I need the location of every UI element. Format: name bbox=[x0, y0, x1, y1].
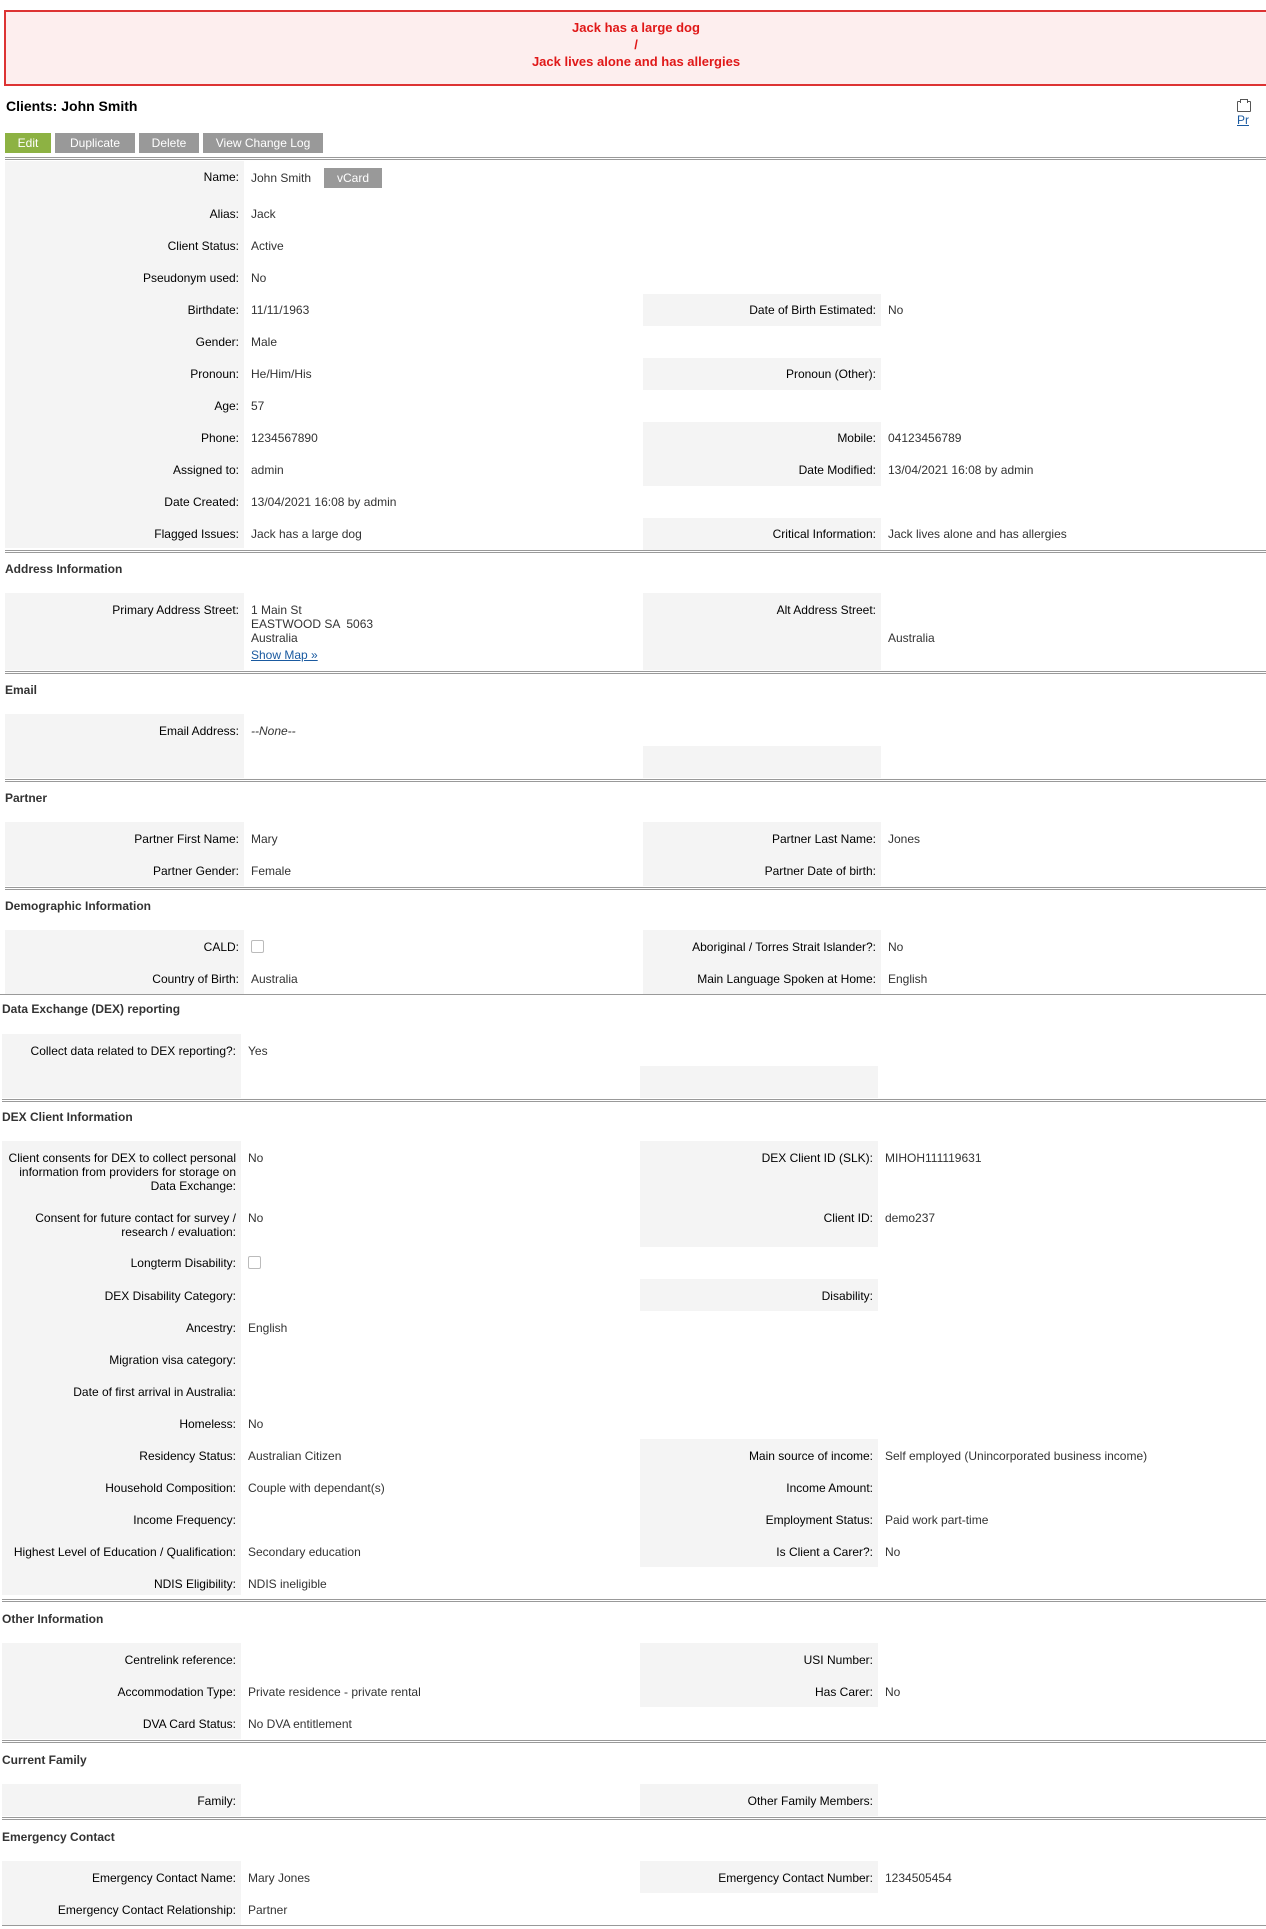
vcard-button[interactable]: vCard bbox=[324, 168, 382, 188]
date-created-label: Date Created: bbox=[164, 495, 239, 509]
section-divider bbox=[5, 671, 1266, 674]
print-link[interactable] bbox=[1237, 99, 1266, 127]
partner-first-name-value: Mary bbox=[251, 832, 278, 846]
pseudonym-value: No bbox=[251, 271, 267, 285]
dob-estimated-value: No bbox=[888, 303, 904, 317]
cald-label: CALD: bbox=[203, 940, 239, 954]
dob-estimated-label: Date of Birth Estimated: bbox=[749, 303, 876, 317]
label-cell-bg bbox=[640, 1066, 878, 1098]
demographic-section-heading: Demographic Information bbox=[5, 899, 152, 913]
printer-icon bbox=[1237, 101, 1251, 112]
birthdate-value: 11/11/1963 bbox=[251, 303, 310, 317]
homeless-value: No bbox=[248, 1417, 264, 1431]
section-divider bbox=[2, 1599, 1266, 1602]
section-divider bbox=[0, 994, 1266, 995]
residency-status-label: Residency Status: bbox=[139, 1449, 236, 1463]
dex-consent-value: No bbox=[248, 1151, 264, 1165]
dex-slk-label: DEX Client ID (SLK): bbox=[761, 1151, 873, 1165]
residency-status-value: Australian Citizen bbox=[248, 1449, 342, 1463]
address-section-heading: Address Information bbox=[5, 562, 123, 576]
alias-value: Jack bbox=[251, 207, 276, 221]
section-divider bbox=[2, 1740, 1266, 1743]
employment-status-value: Paid work part-time bbox=[885, 1513, 989, 1527]
education-value: Secondary education bbox=[248, 1545, 361, 1559]
income-source-value: Self employed (Unincorporated business income) bbox=[885, 1449, 1148, 1463]
emergency-name-value: Mary Jones bbox=[248, 1871, 311, 1885]
alert-separator: / bbox=[634, 37, 638, 52]
pronoun-value: He/Him/His bbox=[251, 367, 312, 381]
alt-address-label: Alt Address Street: bbox=[776, 603, 876, 617]
emergency-relationship-label: Emergency Contact Relationship: bbox=[57, 1903, 236, 1917]
emergency-number-value: 1234505454 bbox=[885, 1871, 952, 1885]
family-label: Family: bbox=[197, 1794, 236, 1808]
client-id-value: demo237 bbox=[885, 1211, 936, 1225]
partner-section-heading: Partner bbox=[5, 791, 48, 805]
education-label: Highest Level of Education / Qualification: bbox=[13, 1545, 236, 1559]
centrelink-label: Centrelink reference: bbox=[124, 1653, 236, 1667]
country-of-birth-value: Australia bbox=[251, 972, 298, 986]
label-cell-bg bbox=[643, 746, 881, 778]
email-address-value: --None-- bbox=[251, 724, 296, 738]
date-modified-label: Date Modified: bbox=[798, 463, 876, 477]
age-label: Age: bbox=[214, 399, 239, 413]
is-carer-value: No bbox=[885, 1545, 901, 1559]
partner-last-name-label: Partner Last Name: bbox=[771, 832, 876, 846]
delete-button[interactable]: Delete bbox=[139, 133, 199, 153]
section-divider bbox=[2, 1925, 1266, 1926]
pseudonym-label: Pseudonym used: bbox=[142, 271, 239, 285]
section-divider bbox=[5, 550, 1266, 553]
pronoun-label: Pronoun: bbox=[190, 367, 239, 381]
household-composition-label: Household Composition: bbox=[105, 1481, 236, 1495]
first-arrival-label: Date of first arrival in Australia: bbox=[73, 1385, 236, 1399]
alert-flagged-text: Jack has a large dog bbox=[572, 20, 700, 35]
alt-address-country: Australia bbox=[888, 631, 935, 645]
flagged-issues-value: Jack has a large dog bbox=[251, 527, 362, 541]
gender-label: Gender: bbox=[195, 335, 239, 349]
partner-first-name-label: Partner First Name: bbox=[134, 832, 239, 846]
section-divider bbox=[5, 887, 1266, 890]
employment-status-label: Employment Status: bbox=[765, 1513, 873, 1527]
date-created-value: 13/04/2021 16:08 by admin bbox=[251, 495, 397, 509]
partner-dob-label: Partner Date of birth: bbox=[764, 864, 876, 878]
print-label[interactable]: Pr bbox=[1237, 113, 1249, 127]
has-carer-label: Has Carer: bbox=[814, 1685, 873, 1699]
gender-value: Male bbox=[251, 335, 278, 349]
dex-collect-label: Collect data related to DEX reporting?: bbox=[30, 1044, 236, 1058]
other-family-label: Other Family Members: bbox=[747, 1794, 873, 1808]
section-divider bbox=[2, 1099, 1266, 1102]
critical-alert-banner bbox=[4, 10, 1266, 86]
show-map-link[interactable]: Show Map » bbox=[251, 648, 318, 662]
dva-card-label: DVA Card Status: bbox=[142, 1717, 236, 1731]
main-language-value: English bbox=[888, 972, 928, 986]
client-status-label: Client Status: bbox=[167, 239, 239, 253]
section-divider bbox=[2, 1817, 1266, 1820]
pronoun-other-label: Pronoun (Other): bbox=[785, 367, 876, 381]
dex-slk-value: MIHOH111119631 bbox=[885, 1151, 982, 1165]
family-section-heading: Current Family bbox=[2, 1753, 87, 1767]
longterm-disability-checkbox[interactable] bbox=[248, 1256, 261, 1269]
primary-address-label: Primary Address Street: bbox=[112, 603, 239, 617]
age-value: 57 bbox=[251, 399, 265, 413]
partner-gender-value: Female bbox=[251, 864, 292, 878]
primary-address-line1: 1 Main St bbox=[251, 603, 302, 617]
longterm-disability-label: Longterm Disability: bbox=[130, 1256, 236, 1270]
ndis-eligibility-label: NDIS Eligibility: bbox=[153, 1577, 236, 1591]
partner-last-name-value: Jones bbox=[888, 832, 921, 846]
income-frequency-label: Income Frequency: bbox=[133, 1513, 236, 1527]
critical-info-value: Jack lives alone and has allergies bbox=[888, 527, 1067, 541]
main-language-label: Main Language Spoken at Home: bbox=[697, 972, 876, 986]
section-divider bbox=[5, 779, 1266, 782]
mobile-value: 04123456789 bbox=[888, 431, 962, 445]
dex-consent-label: Client consents for DEX to collect personal information from providers for storage on Data Exchange: bbox=[8, 1151, 236, 1193]
accommodation-type-label: Accommodation Type: bbox=[117, 1685, 236, 1699]
usi-number-label: USI Number: bbox=[803, 1653, 873, 1667]
dex-collect-value: Yes bbox=[248, 1044, 268, 1058]
income-source-label: Main source of income: bbox=[748, 1449, 873, 1463]
primary-address-line3: Australia bbox=[251, 631, 298, 645]
section-divider bbox=[5, 157, 1266, 160]
atsi-value: No bbox=[888, 940, 904, 954]
future-contact-label: Consent for future contact for survey / research / evaluation: bbox=[35, 1211, 236, 1239]
alert-critical-text: Jack lives alone and has allergies bbox=[531, 54, 741, 69]
ancestry-value: English bbox=[248, 1321, 288, 1335]
mobile-label: Mobile: bbox=[837, 431, 876, 445]
disability-category-label: DEX Disability Category: bbox=[104, 1289, 236, 1303]
duplicate-button[interactable]: Duplicate bbox=[55, 133, 135, 153]
page-title: Clients: John Smith bbox=[6, 98, 138, 114]
partner-gender-label: Partner Gender: bbox=[152, 864, 239, 878]
client-status-value: Active bbox=[251, 239, 284, 253]
phone-label: Phone: bbox=[200, 431, 239, 445]
has-carer-value: No bbox=[885, 1685, 901, 1699]
ancestry-label: Ancestry: bbox=[185, 1321, 236, 1335]
email-address-label: Email Address: bbox=[158, 724, 239, 738]
alias-label: Alias: bbox=[209, 207, 239, 221]
primary-address-line2: EASTWOOD SA 5063 bbox=[251, 617, 374, 631]
disability-label: Disability: bbox=[821, 1289, 873, 1303]
migration-visa-label: Migration visa category: bbox=[109, 1353, 236, 1367]
ndis-eligibility-value: NDIS ineligible bbox=[248, 1577, 327, 1591]
income-amount-label: Income Amount: bbox=[786, 1481, 873, 1495]
assigned-to-label: Assigned to: bbox=[172, 463, 239, 477]
dex-client-section-heading: DEX Client Information bbox=[2, 1110, 133, 1124]
is-carer-label: Is Client a Carer?: bbox=[776, 1545, 873, 1559]
homeless-label: Homeless: bbox=[179, 1417, 236, 1431]
atsi-label: Aboriginal / Torres Strait Islander?: bbox=[692, 940, 876, 954]
phone-value: 1234567890 bbox=[251, 431, 318, 445]
emergency-name-label: Emergency Contact Name: bbox=[91, 1871, 236, 1885]
cald-checkbox[interactable] bbox=[251, 940, 264, 953]
birthdate-label: Birthdate: bbox=[187, 303, 239, 317]
email-section-heading: Email bbox=[5, 683, 38, 697]
dva-card-value: No DVA entitlement bbox=[248, 1717, 352, 1731]
other-info-section-heading: Other Information bbox=[2, 1612, 104, 1626]
dex-reporting-section-heading: Data Exchange (DEX) reporting bbox=[2, 1002, 181, 1016]
country-of-birth-label: Country of Birth: bbox=[152, 972, 239, 986]
accommodation-type-value: Private residence - private rental bbox=[248, 1685, 421, 1699]
name-label: Name: bbox=[203, 170, 239, 184]
edit-button[interactable]: Edit bbox=[5, 133, 51, 153]
date-modified-value: 13/04/2021 16:08 by admin bbox=[888, 463, 1034, 477]
emergency-number-label: Emergency Contact Number: bbox=[718, 1871, 873, 1885]
critical-info-label: Critical Information: bbox=[772, 527, 876, 541]
flagged-issues-label: Flagged Issues: bbox=[154, 527, 239, 541]
client-id-label: Client ID: bbox=[823, 1211, 873, 1225]
future-contact-value: No bbox=[248, 1211, 264, 1225]
household-composition-value: Couple with dependant(s) bbox=[248, 1481, 385, 1495]
name-value: John Smith bbox=[251, 171, 312, 185]
emergency-section-heading: Emergency Contact bbox=[2, 1830, 115, 1844]
view-change-log-button[interactable]: View Change Log bbox=[203, 133, 323, 153]
assigned-to-value: admin bbox=[251, 463, 284, 477]
emergency-relationship-value: Partner bbox=[248, 1903, 288, 1917]
